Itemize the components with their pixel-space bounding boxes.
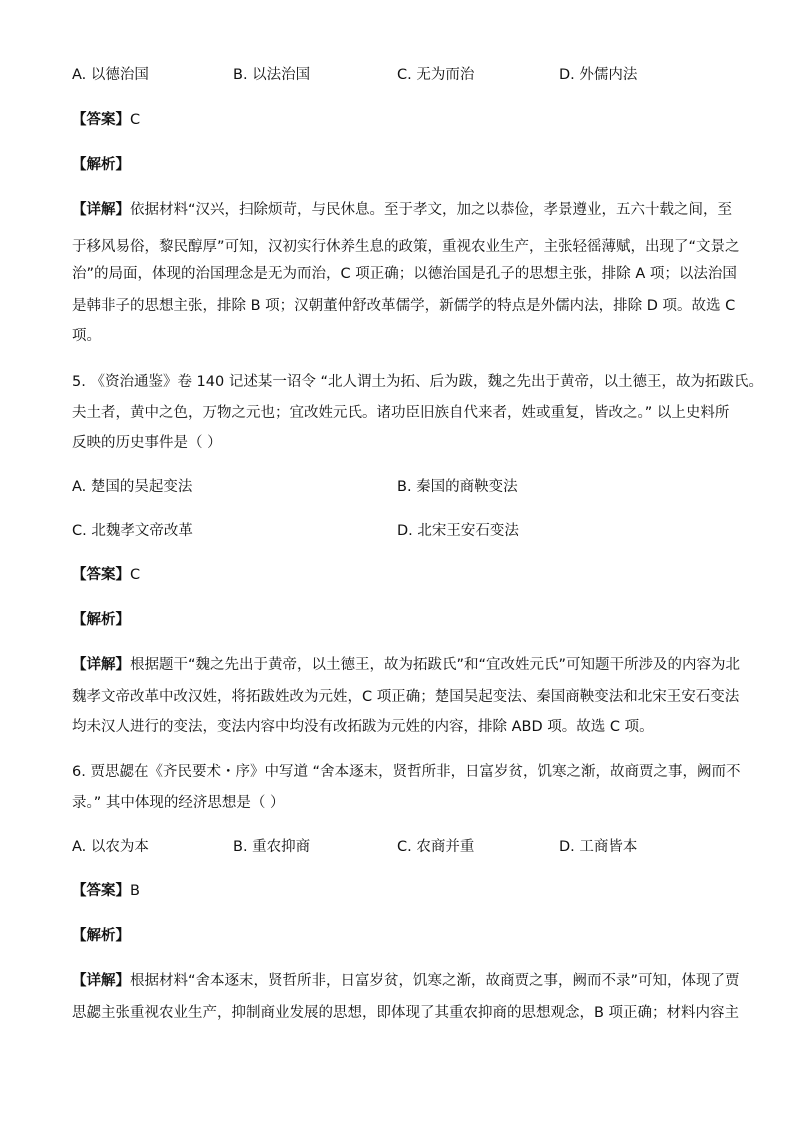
q6-option-d: D. 工商皆本 [559, 839, 638, 855]
q6-option-a: A. 以农为本 [72, 839, 149, 855]
q4-analysis-tag: 【解析】 [72, 157, 130, 173]
q5-detail-line-3: 均未汉人进行的变法，变法内容中均没有改拓跋为元姓的内容，排除 ABD 项。故选 C 项。 [72, 719, 654, 735]
q5-detail-line-2: 魏孝文帝改革中改汉姓，将拓跋姓改为元姓，C 项正确；楚国吴起变法、秦国商鞅变法和北宋王安石变法 [72, 689, 740, 705]
q4-option-c: C. 无为而治 [397, 67, 475, 83]
q4-detail-line-3: 治”的局面，体现的治国理念是无为而治，C 项正确；以德治国是孔子的思想主张，排除 A 项；以法治国 [72, 266, 737, 282]
q5-option-a: A. 楚国的吴起变法 [72, 479, 193, 495]
q5-answer-value: C [130, 567, 141, 583]
q4-detail-line-4: 是韩非子的思想主张，排除 B 项；汉朝董仲舒改革儒学，新儒学的特点是外儒内法，排除 D 项。故选 C [72, 298, 736, 314]
detail-tag: 【详解】 [72, 202, 130, 218]
q4-detail-line-5: 项。 [72, 328, 101, 344]
answer-tag: 【答案】 [72, 112, 130, 128]
detail-tag: 【详解】 [72, 657, 130, 673]
q4-detail-line-2: 于移风易俗，黎民醇厚”可知，汉初实行休养生息的政策，重视农业生产，主张轻徭薄赋，出现了“文景之 [72, 239, 740, 255]
q6-stem-line-1: 6. 贾思勰在《齐民要术・序》中写道 “舍本逐末，贤哲所非，日富岁贫，饥寒之渐，故商贾之事，阙而不 [72, 764, 741, 780]
q5-option-d: D. 北宋王安石变法 [397, 523, 519, 539]
q6-option-b: B. 重农抑商 [233, 839, 311, 855]
q6-answer-value: B [130, 883, 140, 899]
q5-stem-line-3: 反映的历史事件是（ ） [72, 435, 222, 451]
q6-analysis-tag: 【解析】 [72, 928, 130, 944]
q4-detail-line-1: 【详解】依据材料“汉兴，扫除烦苛，与民休息。至于孝文，加之以恭俭，孝景遵业，五六十载之间，至 [72, 202, 733, 218]
q6-answer-line [72, 881, 140, 901]
q5-stem-line-1: 5. 《资治通鉴》卷 140 记述某一诏令 “北人谓土为拓、后为跋，魏之先出于黄帝，以土德王，故为拓跋氏。 [72, 374, 763, 390]
q5-detail-line-1: 【详解】根据题干“魏之先出于黄帝，以土德王，故为拓跋氏”和“宜改姓元氏”可知题干所涉及的内容为北 [72, 657, 741, 673]
q4-answer-line [72, 110, 140, 130]
q4-option-b: B. 以法治国 [233, 67, 311, 83]
q5-analysis-tag: 【解析】 [72, 612, 130, 628]
q5-stem-line-2: 夫土者，黄中之色，万物之元也；宜改姓元氏。诸功臣旧族自代来者，姓或重复，皆改之。” 以上史料所 [72, 405, 730, 421]
q4-option-a: A. 以德治国 [72, 67, 149, 83]
q4-option-d: D. 外儒内法 [559, 67, 638, 83]
detail-tag: 【详解】 [72, 973, 130, 989]
q6-stem-line-2: 录。” 其中体现的经济思想是（ ） [72, 795, 285, 811]
answer-tag: 【答案】 [72, 883, 130, 899]
q5-answer-line [72, 565, 140, 585]
q4-answer-value: C [130, 112, 141, 128]
q6-detail-line-1: 【详解】根据材料“舍本逐末，贤哲所非，日富岁贫，饥寒之渐，故商贾之事，阙而不录”可知，体现了贾 [72, 973, 740, 989]
q5-option-b: B. 秦国的商鞅变法 [397, 479, 518, 495]
answer-tag: 【答案】 [72, 567, 130, 583]
q6-option-c: C. 农商并重 [397, 839, 475, 855]
q6-detail-line-2: 思勰主张重视农业生产，抑制商业发展的思想，即体现了其重农抑商的思想观念，B 项正确；材料内容主 [72, 1005, 740, 1021]
q5-option-c: C. 北魏孝文帝改革 [72, 523, 193, 539]
